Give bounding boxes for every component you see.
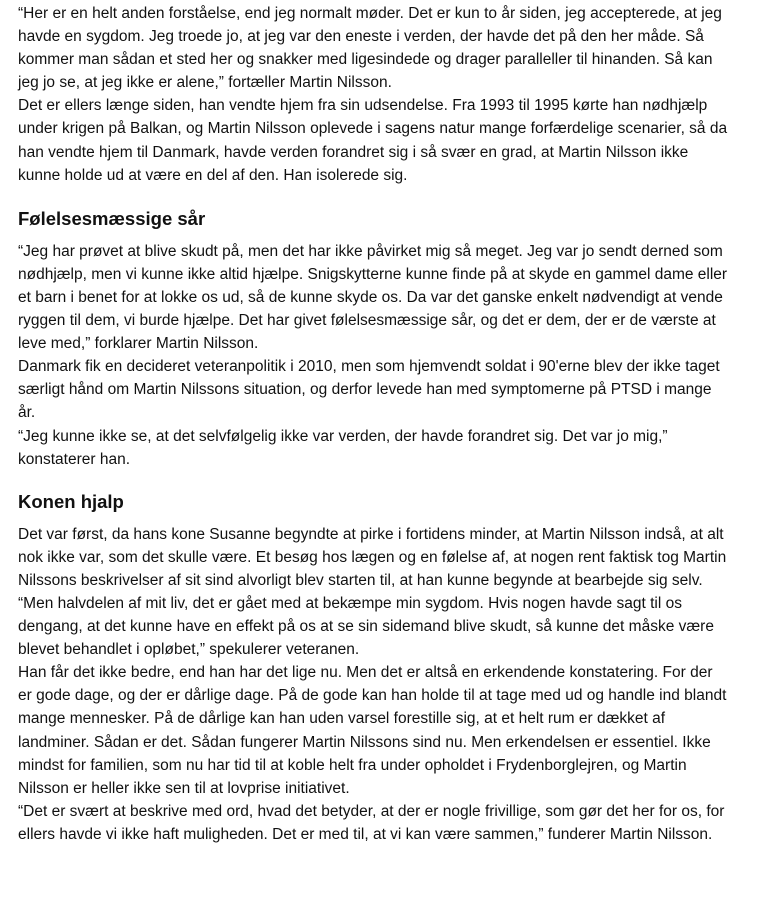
paragraph: Han får det ikke bedre, end han har det lige nu. Men det er altså en erkendende konstatering. For der er gode dage, og der er dårlige dage. På de gode kan han holde til at tage med ud og handle ind blandt mange mennesker. På de dårlige kan han uden varsel forestille sig, at et helt rum er dækket af landminer. Sådan er det. Sådan fungerer Martin Nilssons sind nu. Men erkendelsen er essentiel. Ikke mindst for familien, som nu har tid til at koble helt fra under opholdet i Frydenborglejren, og Martin Nilsson er heller ikke sen til at lovprise initiativet. [18,664,727,797]
section-heading-konen-hjalp: Konen hjalp [18,490,124,512]
paragraph: Det er ellers længe siden, han vendte hjem fra sin udsendelse. Fra 1993 til 1995 kørte han nødhjælp under krigen på Balkan, og Martin Nilsson oplevede i sagens natur mange forfærdelige scenarier, så da han vendte hjem til Danmark, havde verden forandret sig i så svær en grad, at Martin Nilsson ikke kunne holde ud at være en del af den. Han isolerede sig. [18,97,728,184]
paragraph: “Men halvdelen af mit liv, det er gået med at bekæmpe min sygdom. Hvis nogen havde sagt til os dengang, at det kunne have en effekt på os at se sin sidemand blive skudt, så kunne det måske være blevet behandlet i opløbet,” spekulerer veteranen. [18,594,714,659]
paragraph: Det var først, da hans kone Susanne begyndte at pirke i fortidens minder, at Martin Nilsson indså, at alt nok ikke var, som det skulle være. Et besøg hos lægen og en følelse af, at nogen rent faktisk tog Martin Nilssons beskrivelser af sit sind alvorligt blev starten til, at han kunne begynde at bearbejde sig selv. [18,525,727,589]
paragraph: “Jeg har prøvet at blive skudt på, men det har ikke påvirket mig så meget. Jeg var jo sendt derned som nødhjælp, men vi kunne ikke altid hjælpe. Snigskytterne kunne finde på at skyde en gammel dame eller et barn i benet for at lokke os ud, så de kunne skyde os. Da var det ganske enkelt nødvendigt at vende ryggen til dem, vi burde hjælpe. Det har givet følelsesmæssige sår, og det er dem, der er de værste at leve med,” forklarer Martin Nilsson. [18,242,728,353]
paragraph: “Det er svært at beskrive med ord, hvad det betyder, at der er nogle frivillige, som gør det her for os, for ellers havde vi ikke haft muligheden. Det er med til, at vi kan være sammen,” funderer Martin Nilsson. [18,802,725,843]
paragraph: Danmark fik en decideret veteranpolitik i 2010, men som hjemvendt soldat i 90'erne blev der ikke taget særligt hånd om Martin Nilssons situation, og derfor levede han med symptomerne på PTSD i mange år. [18,358,720,422]
paragraph: “Jeg kunne ikke se, at det selvfølgelig ikke var verden, der havde forandret sig. Det var jo mig,” konstaterer han. [18,427,668,468]
section-heading-folelsesmaessige-saar: Følelsesmæssige sår [18,207,206,229]
paragraph: “Her er en helt anden forståelse, end jeg normalt møder. Det er kun to år siden, jeg accepterede, at jeg havde en sygdom. Jeg troede jo, at jeg var den eneste i verden, der havde det på den her måde. Så kommer man sådan et sted her og snakker med ligesindede og drager paralleller til hinanden. Så kan jeg jo se, at jeg ikke er alene,” fortæller Martin Nilsson. [18,5,722,92]
